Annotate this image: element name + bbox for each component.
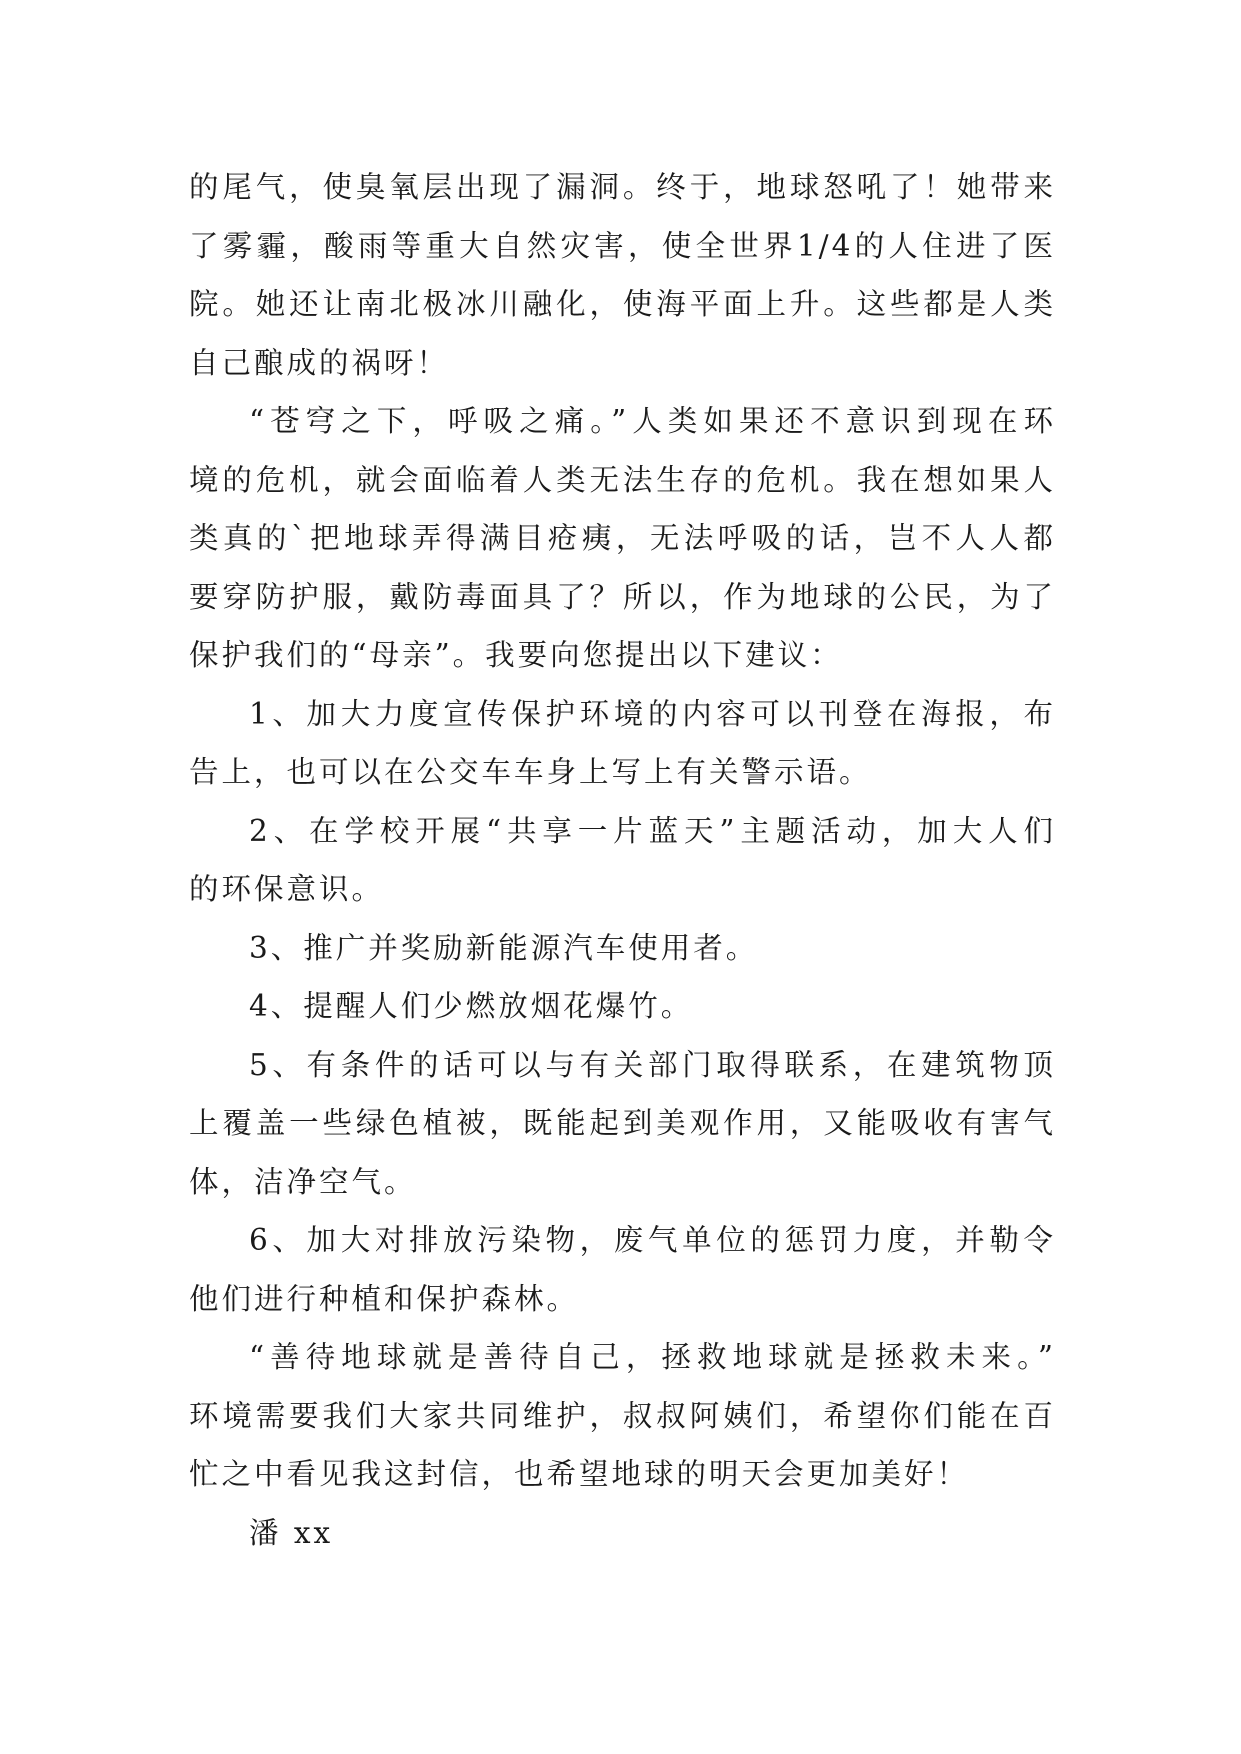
- text-line: 4、提醒人们少燃放烟花爆竹。: [249, 989, 694, 1023]
- text-line: 上覆盖一些绿色植被，既能起到美观作用，又能吸收有害气: [189, 1106, 1056, 1140]
- text-line: 类真的`把地球弄得满目疮痍，无法呼吸的话，岂不人人都: [189, 521, 1056, 555]
- text-line: 境的危机，就会面临着人类无法生存的危机。我在想如果人: [189, 462, 1056, 497]
- text-line: 的尾气，使臭氧层出现了漏洞。终于，地球怒吼了！她带来: [189, 170, 1056, 204]
- text-line: 3、推广并奖励新能源汽车使用者。: [249, 930, 759, 965]
- text-line: 了雾霾，酸雨等重大自然灾害，使全世界1/4的人住进了医: [189, 228, 1056, 263]
- text-line: 5、有条件的话可以与有关部门取得联系，在建筑物顶: [249, 1047, 1056, 1082]
- text-line: 体，洁净空气。: [189, 1164, 417, 1199]
- text-line: 告上，也可以在公交车车身上写上有关警示语。: [189, 755, 872, 789]
- text-line: 要穿防护服，戴防毒面具了？所以，作为地球的公民，为了: [189, 579, 1056, 614]
- text-line: 保护我们的“母亲”。我要向您提出以下建议：: [189, 638, 843, 672]
- text-line: 院。她还让南北极冰川融化，使海平面上升。这些都是人类: [189, 287, 1056, 321]
- text-line: 他们进行种植和保护森林。: [189, 1281, 580, 1316]
- text-line: “苍穹之下，呼吸之痛。”人类如果还不意识到现在环: [249, 404, 1056, 438]
- text-line: 环境需要我们大家共同维护，叔叔阿姨们，希望你们能在百: [189, 1398, 1056, 1433]
- text-line: 自己酿成的祸呀！: [189, 345, 450, 380]
- text-line: “善待地球就是善待自己，拯救地球就是拯救未来。”: [249, 1340, 1056, 1374]
- text-line: 1、加大力度宣传保护环境的内容可以刊登在海报，布: [249, 696, 1056, 731]
- text-line: 潘 xx: [249, 1515, 334, 1550]
- letter-body: [189, 158, 1056, 1562]
- text-line: 忙之中看见我这封信，也希望地球的明天会更加美好！: [189, 1457, 970, 1491]
- text-line: 的环保意识。: [189, 872, 385, 906]
- text-line: 6、加大对排放污染物，废气单位的惩罚力度，并勒令: [249, 1223, 1056, 1257]
- text-line: 2、在学校开展“共享一片蓝天”主题活动，加大人们: [249, 813, 1056, 848]
